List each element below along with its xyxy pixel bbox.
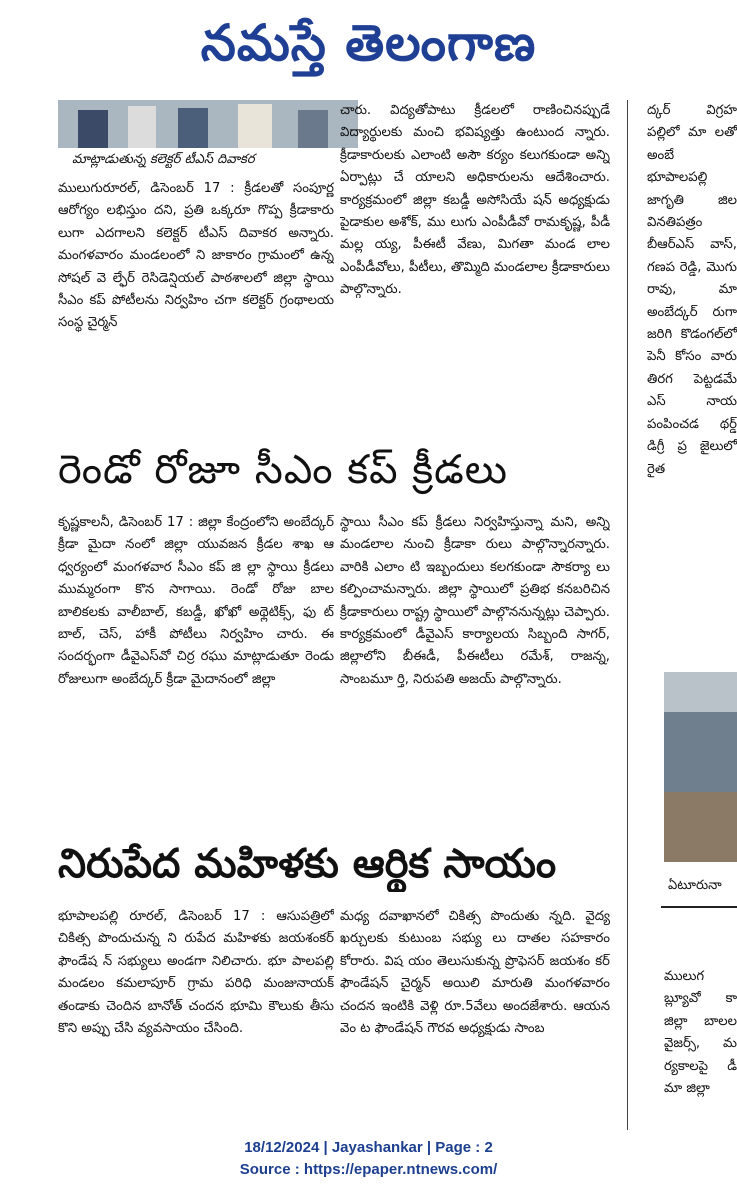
article1-text-2: చారు. విద్యతోపాటు క్రీడలలో రాణించినప్పుడే విద్యార్థులకు మంచి భవిష్యత్తు ఉంటుంద న్నారు. క్రీడాకారులకు ఎలాంటి అసౌ కర్యం కలుగకుండా అన్ని ఏర్పాట్లు చే యాలని అధికారులను ఆదేశించారు. కార్యక్రమంలో జిల్లా కబడ్డీ అసోసియే షన్ అధ్యక్షుడు పైడాకుల అశోక్, ము లుగు ఎంపీడీవో రామకృష్ణ, పీడీ మల్ల య్య, పీఈటీ వేణు, మిగతా మండ లాల ఎంపీడీవోలు, పీటీలు, తొమ్మిది మండలాల క్రీడాకారులు పాల్గొన్నారు. (340, 103, 610, 298)
headline-cm-cup: రెండో రోజూ సీఎం కప్ క్రీడలు (58, 447, 508, 493)
footer-date-page: 18/12/2024 | Jayashankar | Page : 2 (244, 1139, 493, 1156)
photo-caption: మాట్లాడుతున్న కలెక్టర్ టీఎస్ దివాకర (72, 152, 255, 167)
article3-column-1 (58, 906, 334, 1130)
right-column-caption: ఏటూరునా (668, 878, 722, 893)
newspaper-title: నమస్తే తెలంగాణ (200, 14, 537, 72)
article3-text-1: భూపాలపల్లి రూరల్, డిసెంబర్ 17 : ఆసుపత్రిలో చికిత్స పొందుచున్న ని రుపేద మహిళకు జయశంకర్ ఫౌండేష న్ సభ్యులు అండగా నిలిచారు. భూ పాలపల్లి మండలం కమలాపూర్ గ్రామ పరిధి మంజునాయక్ తండాకు చెందిన బానోత్ చందన భూమి కౌలుకు తీసు కొని అప్పు చేసి వ్యవసాయం చేసింది. (58, 909, 334, 1037)
right-column-top (647, 100, 737, 660)
right-column-bottom (664, 966, 737, 1130)
article2-text-2: స్థాయి సీఎం కప్ క్రీడలు నిర్వహిస్తున్నా మని, అన్ని మండలాల నుంచి క్రీడాకా రులు పాల్గొన్నారన్నారు. వారికి ఎలాం టి ఇబ్బందులు కలగకుండా సౌకర్యా లు కల్పించామన్నారు. జిల్లా స్థాయిలో ప్రతిభ కనబరిచిన క్రీడాకారులు రాష్ట్ర స్థాయిలో పాల్గొననున్నట్లు చెప్పారు. కార్యక్రమంలో డీవైఎస్ కార్యాలయ సిబ్బంది సాగర్, జిల్లాలోని బీఈడీ, పీఈటీలు రమేశ్, రాజన్న, సాంబమూ ర్తి, నిరుపతి అజయ్ పాల్గొన్నారు. (340, 515, 610, 687)
article-photo-collector (58, 100, 358, 148)
column-divider (627, 100, 628, 1130)
article2-column-2 (340, 512, 610, 830)
right-column-text-bottom: ములుగ బ్ల్యూవో కా జిల్లా బాలల వైజర్స్, మ ర్యకాలపై డీ మా జిల్లా (664, 969, 737, 1097)
right-column-text-top: ద్కర్ విగ్రహ పల్లిలో మా లతో అంబే భూపాలపల్లి జాగృతి జిల వినతిపత్రం బీఆర్ఎస్ వాస్, గణప రెడ్డి, మొగు రావు, మా అంబేద్కర్ రుగా జరిగి కొడంగల్‌లో పెనీ కోసం వారు తిరగ పెట్టడమే ఎస్ నాయ పంపించడ థర్డ్ డిగ్రీ ప్ర జైలులో రైత (647, 103, 737, 477)
right-photo-graphic (664, 672, 737, 862)
article3-text-2: మధ్య దవాఖానలో చికిత్స పొందుతు న్నది. వైద్య ఖర్చులకు కుటుంబ సభ్యు లు దాతల సహకారం కోరారు. విష యం తెలుసుకున్న ప్రొఫెసర్ జయశం కర్ ఫౌండేషన్ చైర్మన్ అయిలి మారుతి మంగళవారం చందన ఇంటికి వెళ్లి రూ.5వేలు అందజేశారు. ఆయన వెం ట ఫౌండేషన్ గౌరవ అధ్యక్షుడు సాంబ (340, 909, 610, 1037)
right-column-photo (664, 672, 737, 862)
article2-text-1: కృష్ణకాలనీ, డిసెంబర్ 17 : జిల్లా కేంద్రంలోని అంబేద్కర్ క్రీడా మైదా నంలో జిల్లా యువజన క్రీడల శాఖ ఆ ధ్వర్యంలో మంగళవార సీఎం కప్ జి ల్లా స్థాయి క్రీడలు ముమ్మరంగా కొన సాగాయి. రెండో రోజు బాల బాలికలకు వాలీబాల్, కబడ్డీ, ఖోఖో అథ్లెటిక్స్, ఫు ట్ బాల్, చెస్, హాకీ పోటీలు నిర్వహిం చారు. ఈ సందర్భంగా డీవైఎస్‌వో చిర్ర రఘు మాట్లాడుతూ రెండు రోజులుగా అంబేద్కర్ క్రీడా మైదానంలో జిల్లా (58, 515, 334, 687)
article1-text-1: ములుగురూరల్, డిసెంబర్ 17 : క్రీడలతో సంపూర్ణ ఆరోగ్యం లభిస్తుం దని, ప్రతి ఒక్కరూ గొప్ప క్రీడాకారు లుగా ఎదగాలని కలెక్టర్ టీఎస్ దివాకర అన్నారు. మంగళవారం మండలంలో ని జాకారం గ్రామంలో ఉన్న సోషల్ వె ల్ఫేర్ రెసిడెన్షియల్ పాఠశాలలో జిల్లా స్థాయి సీఎం కప్ పోటీలను నిర్వహిం చగా కలెక్టర్ గ్రంథాలయ సంస్థ చైర్మన్ (58, 181, 334, 331)
article2-column-1 (58, 512, 334, 830)
headline-financial-aid: నిరుపేద మహిళకు ఆర్థిక సాయం (58, 841, 557, 887)
masthead (0, 0, 737, 92)
footer-source: Source : https://epaper.ntnews.com/ (239, 1161, 498, 1178)
article3-column-2 (340, 906, 610, 1130)
article1-column-2 (340, 100, 610, 436)
article1-column-1 (58, 178, 334, 436)
section-divider (661, 906, 737, 908)
photo-people-graphic (58, 100, 358, 148)
